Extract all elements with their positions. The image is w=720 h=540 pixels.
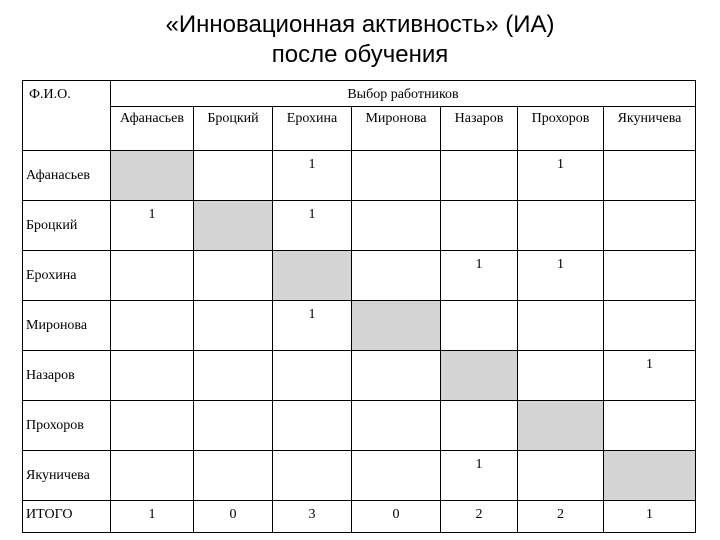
slide-title [0, 10, 720, 70]
table-row [23, 251, 696, 301]
row-name: Ерохина [23, 251, 111, 301]
row-name: Прохоров [23, 401, 111, 451]
table-cell [604, 201, 696, 251]
column-header-erokhina: Ерохина [273, 107, 352, 151]
table-cell [194, 451, 273, 501]
choice-matrix-table [22, 80, 696, 533]
table-cell: 1 [518, 151, 604, 201]
row-name: Якуничева [23, 451, 111, 501]
diagonal-cell [194, 201, 273, 251]
table-row [23, 201, 696, 251]
table-cell [352, 151, 441, 201]
column-header-row [23, 107, 696, 151]
column-header-prokhorov: Прохоров [518, 107, 604, 151]
table-cell [194, 401, 273, 451]
row-name: Афанасьев [23, 151, 111, 201]
table-cell [194, 301, 273, 351]
diagonal-cell [273, 251, 352, 301]
column-header-yakunicheva: Якуничева [604, 107, 696, 151]
table-cell [518, 451, 604, 501]
table-row [23, 151, 696, 201]
total-cell: 2 [518, 501, 604, 533]
table-cell [604, 301, 696, 351]
table-row [23, 301, 696, 351]
total-label: ИТОГО [23, 501, 111, 533]
total-cell: 0 [352, 501, 441, 533]
table-cell: 1 [518, 251, 604, 301]
diagonal-cell [352, 301, 441, 351]
total-cell: 1 [111, 501, 194, 533]
table-cell: 1 [111, 201, 194, 251]
table-cell [273, 401, 352, 451]
table-cell [111, 351, 194, 401]
title-line-2: после обучения [271, 41, 449, 68]
table-cell [441, 301, 518, 351]
table-row [23, 351, 696, 401]
table-cell [111, 451, 194, 501]
table-cell [194, 351, 273, 401]
row-name: Миронова [23, 301, 111, 351]
total-cell: 2 [441, 501, 518, 533]
table-cell [352, 201, 441, 251]
group-header: Выбор работников [111, 81, 696, 107]
table-cell [273, 351, 352, 401]
row-name: Броцкий [23, 201, 111, 251]
table-row [23, 401, 696, 451]
table-cell [604, 151, 696, 201]
table-cell: 1 [441, 251, 518, 301]
diagonal-cell [518, 401, 604, 451]
table-cell [518, 201, 604, 251]
diagonal-cell [441, 351, 518, 401]
table-cell: 1 [441, 451, 518, 501]
table-cell: 1 [273, 301, 352, 351]
column-header-afanasyev: Афанасьев [111, 107, 194, 151]
table-cell [441, 201, 518, 251]
diagonal-cell [604, 451, 696, 501]
table-cell [111, 251, 194, 301]
total-cell: 3 [273, 501, 352, 533]
table-cell [518, 351, 604, 401]
table-cell [352, 251, 441, 301]
table-cell [111, 301, 194, 351]
table-cell [441, 151, 518, 201]
table-cell [352, 351, 441, 401]
table-cell [111, 401, 194, 451]
table-cell [604, 251, 696, 301]
table-cell [518, 301, 604, 351]
column-header-nazarov: Назаров [441, 107, 518, 151]
table-cell [352, 401, 441, 451]
table-cell: 1 [273, 201, 352, 251]
title-line-1: «Инновационная активность» (ИА) [165, 11, 555, 38]
table-cell [194, 251, 273, 301]
row-name: Назаров [23, 351, 111, 401]
total-cell: 0 [194, 501, 273, 533]
table-cell [604, 401, 696, 451]
table-cell [441, 401, 518, 451]
column-header-brotsky: Броцкий [194, 107, 273, 151]
total-cell: 1 [604, 501, 696, 533]
table-cell: 1 [273, 151, 352, 201]
table-cell: 1 [604, 351, 696, 401]
column-header-mironova: Миронова [352, 107, 441, 151]
table-cell [194, 151, 273, 201]
table-row [23, 451, 696, 501]
fio-header: Ф.И.О. [23, 81, 111, 151]
total-row [23, 501, 696, 533]
diagonal-cell [111, 151, 194, 201]
group-header-row [23, 81, 696, 107]
table-cell [273, 451, 352, 501]
table-cell [352, 451, 441, 501]
